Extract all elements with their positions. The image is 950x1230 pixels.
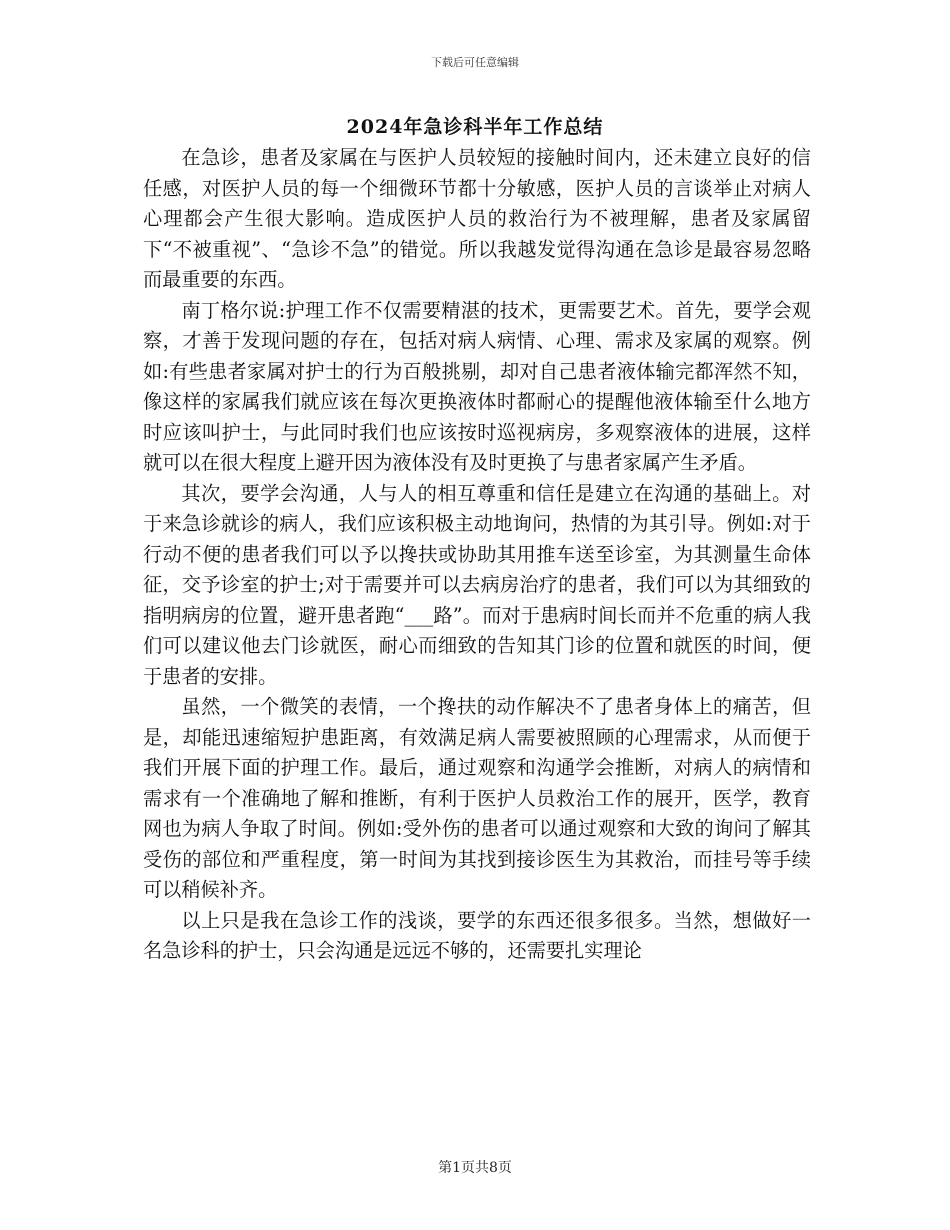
paragraph: 虽然，一个微笑的表情，一个搀扶的动作解决不了患者身体上的痛苦，但是，却能迅速缩短护患距离，有效满足病人需要被照顾的心理需求，从而便于我们开展下面的护理工作。最后，通过观察和沟通学会推断，对病人的病情和需求有一个准确地了解和推断，有利于医护人员救治工作的展开，医学，教育网也为病人争取了时间。例如:受外伤的患者可以通过观察和大致的询问了解其受伤的部位和严重程度，第一时间为其找到接诊医生为其救治，而挂号等手续可以稍候补齐。 — [143, 695, 811, 901]
paragraph: 南丁格尔说:护理工作不仅需要精湛的技术，更需要艺术。首先，要学会观察，才善于发现问题的存在，包括对病人病情、心理、需求及家属的观察。例如:有些患者家属对护士的行为百般挑剔，却对自己患者液体输完都浑然不知，像这样的家属我们就应该在每次更换液体时都耐心的提醒他液体输至什么地方时应该叫护士，与此同时我们也应该按时巡视病房，多观察液体的进展，这样就可以在很大程度上避开因为液体没有及时更换了与患者家属产生矛盾。 — [143, 298, 811, 474]
paragraph: 其次，要学会沟通，人与人的相互尊重和信任是建立在沟通的基础上。对于来急诊就诊的病人，我们应该积极主动地询问，热情的为其引导。例如:对于行动不便的患者我们可以予以搀扶或协助其用推车送至诊室，为其测量生命体征，交予诊室的护士;对于需要并可以去病房治疗的患者，我们可以为其细致的指明病房的位置，避开患者跑“___路”。而对于患病时间长而并不危重的病人我们可以建议他去门诊就医，耐心而细致的告知其门诊的位置和就医的时间，便于患者的安排。 — [143, 481, 811, 688]
page-number: 第1页共8页 — [438, 1160, 512, 1176]
document-body — [143, 143, 811, 967]
page-header-note: 下载后可任意编辑 — [431, 56, 519, 69]
paragraph: 在急诊，患者及家属在与医护人员较短的接触时间内，还未建立良好的信任感，对医护人员的每一个细微环节都十分敏感，医护人员的言谈举止对病人心理都会产生很大影响。造成医护人员的救治行为不被理解，患者及家属留下“不被重视”、“急诊不急”的错觉。所以我越发觉得沟通在急诊是最容易忽略而最重要的东西。 — [143, 146, 811, 291]
document-title: 2024年急诊科半年工作总结 — [346, 116, 604, 138]
paragraph: 以上只是我在急诊工作的浅谈，要学的东西还很多很多。当然，想做好一名急诊科的护士，只会沟通是远远不够的，还需要扎实理论 — [143, 908, 811, 962]
